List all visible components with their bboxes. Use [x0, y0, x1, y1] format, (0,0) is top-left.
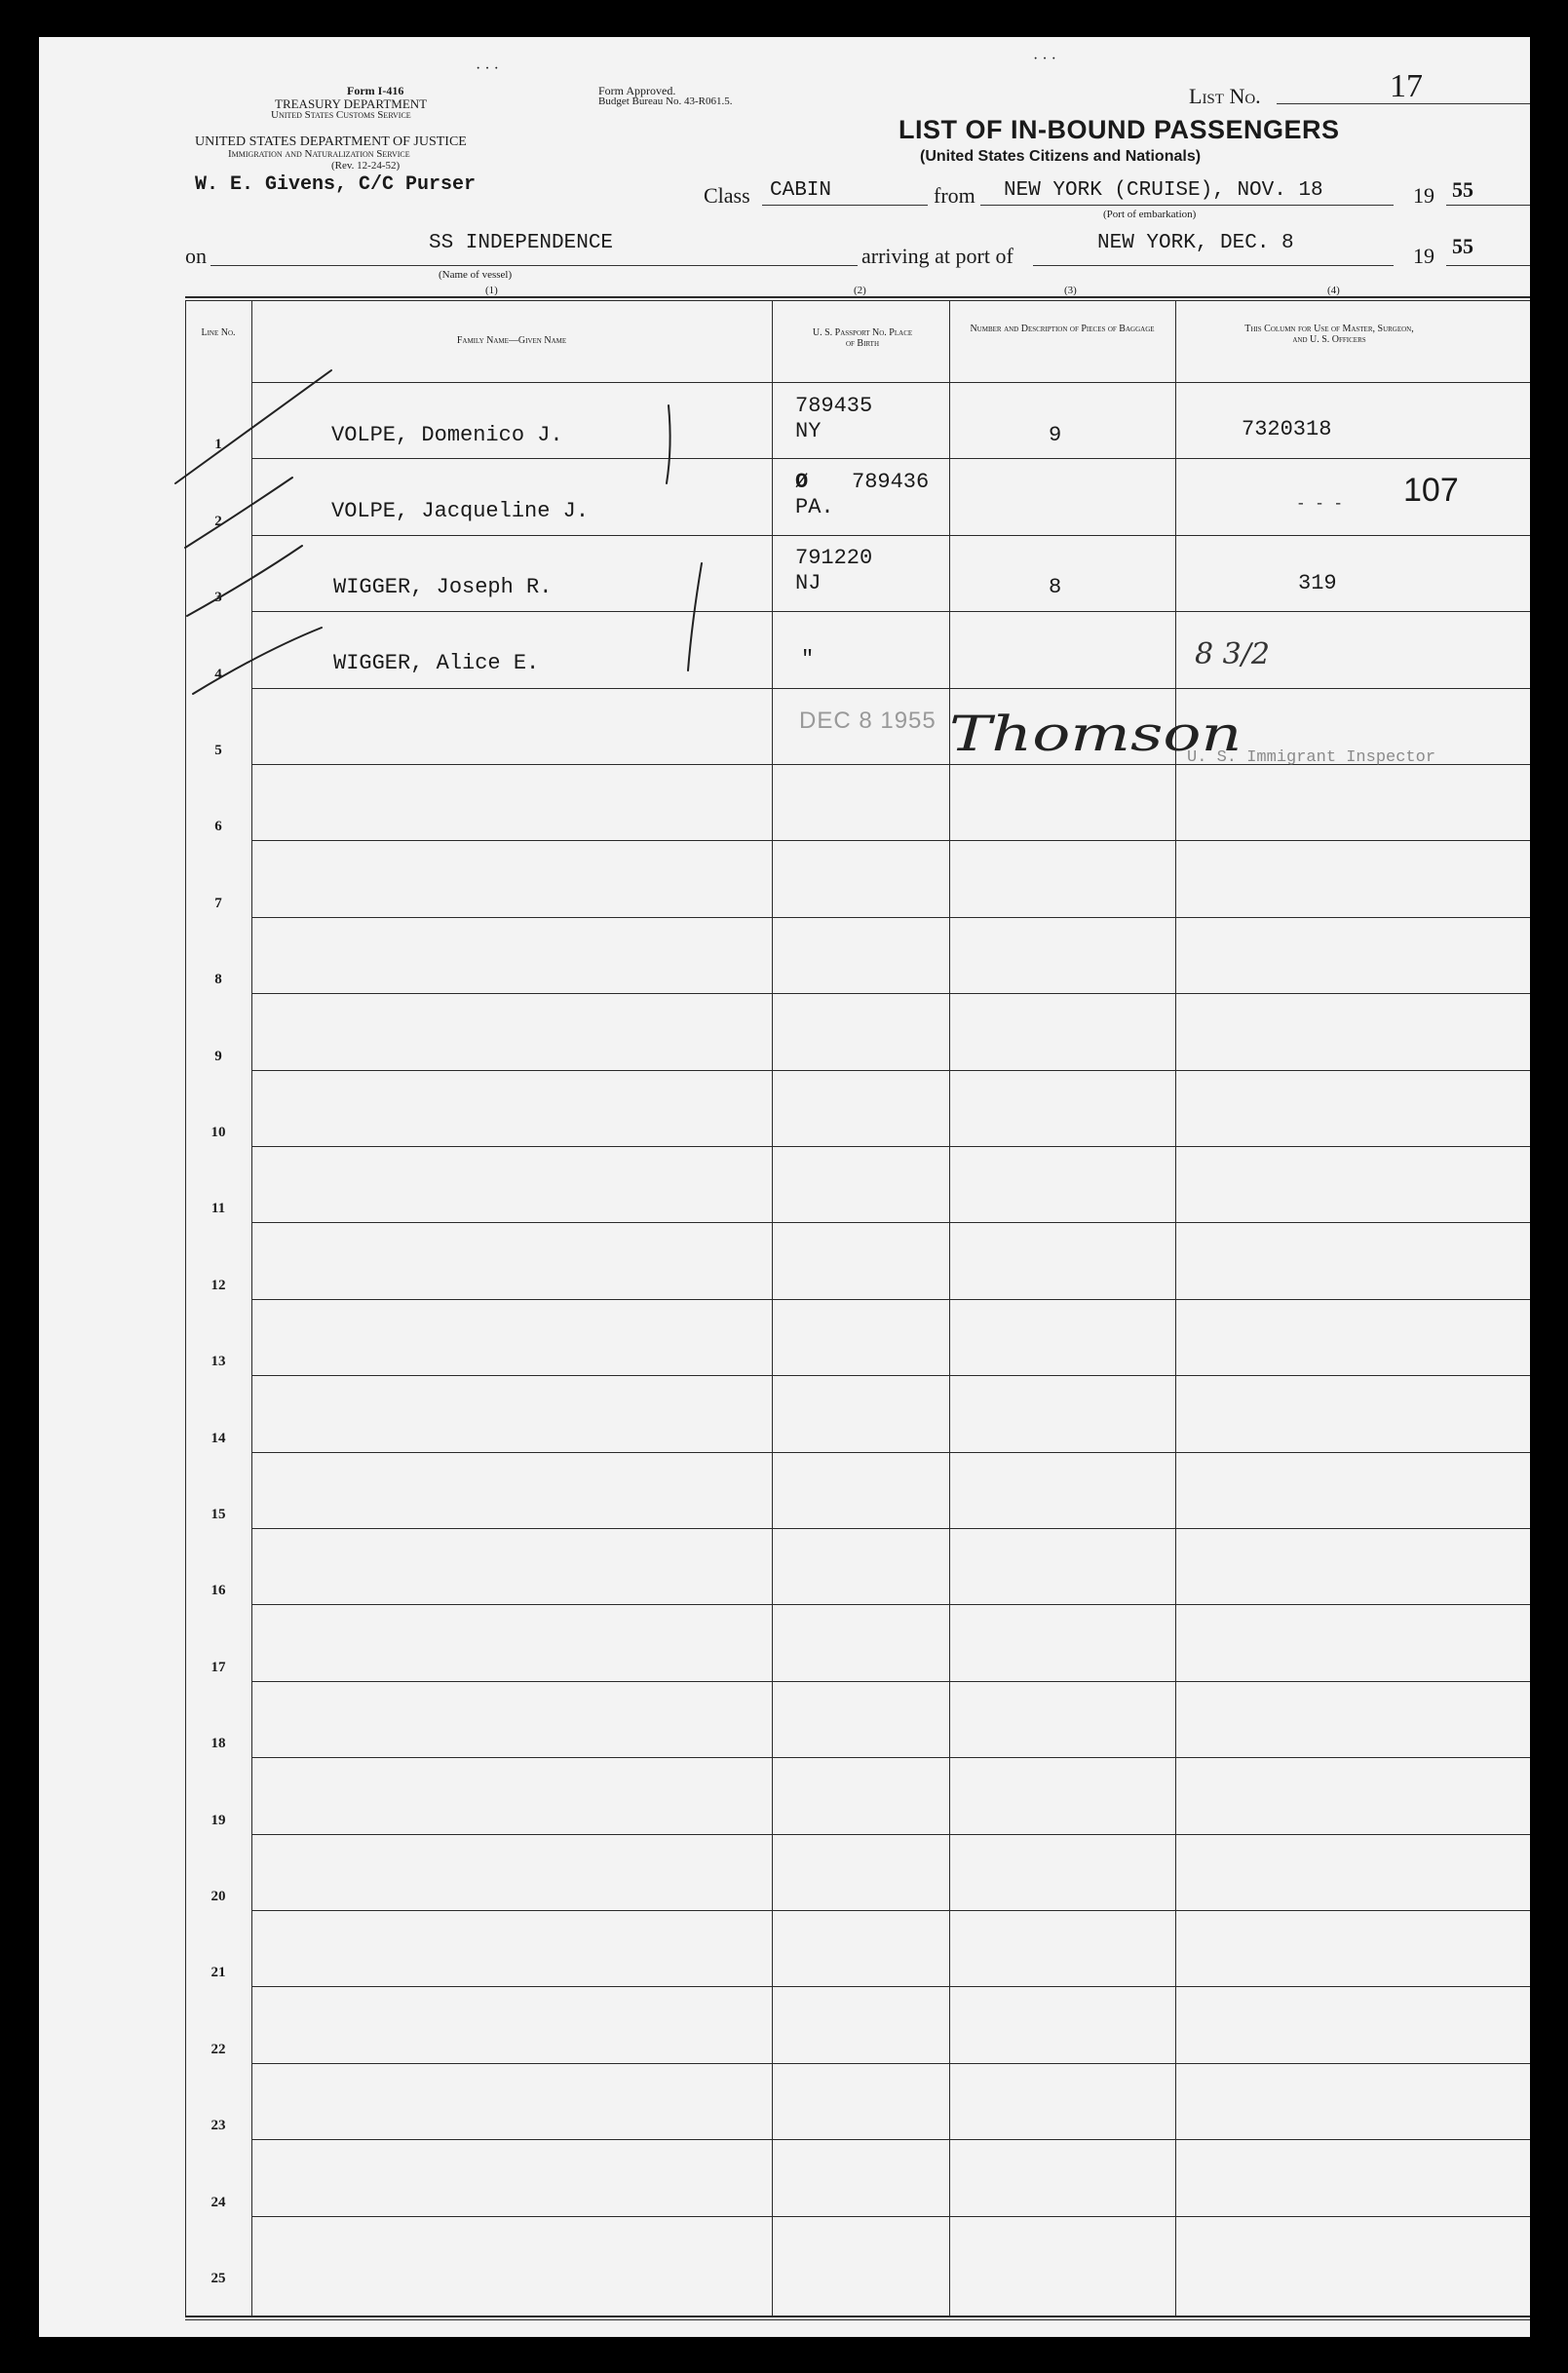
list-no-label: List No.: [1189, 84, 1261, 108]
row-rule: [251, 1834, 1530, 1835]
page-subtitle: (United States Citizens and Nationals): [920, 148, 1202, 165]
row-rule: [251, 458, 1530, 459]
table-top-border: [185, 300, 1530, 301]
customs-service: United States Customs Service: [271, 109, 411, 121]
class-label: Class: [704, 183, 750, 208]
col-num-2: (2): [854, 285, 866, 296]
line-number: 13: [210, 1354, 226, 1370]
row-rule: [251, 688, 1530, 689]
form-approved: Form Approved.: [598, 84, 676, 97]
arriving-label: arriving at port of: [861, 244, 1013, 268]
line-number: 20: [210, 1889, 226, 1904]
passenger-name: WIGGER, Joseph R.: [333, 575, 553, 599]
year-prefix-1: 19: [1413, 183, 1434, 208]
line-number: 10: [210, 1125, 226, 1140]
justice-dept: UNITED STATES DEPARTMENT OF JUSTICE: [195, 134, 467, 149]
row-rule: [251, 2139, 1530, 2140]
inspector-title: U. S. Immigrant Inspector: [1187, 748, 1436, 767]
header-name: Family Name—Given Name: [456, 335, 567, 346]
row-rule: [251, 1528, 1530, 1529]
column-divider: [185, 300, 186, 2317]
col-num-4: (4): [1327, 285, 1340, 296]
passport-number: 789435: [795, 394, 873, 418]
line-number: 24: [210, 2194, 226, 2210]
line-number: 11: [210, 1201, 226, 1217]
treasury-dept: TREASURY DEPARTMENT: [275, 96, 428, 111]
passenger-name: VOLPE, Domenico J.: [331, 423, 563, 447]
col-num-3: (3): [1064, 285, 1077, 296]
passport-number: 791220: [795, 546, 873, 570]
row-rule: [251, 2216, 1530, 2217]
header-officers: This Column for Use of Master, Surgeon, and U. S. Officers: [1244, 324, 1414, 345]
from-underline: [980, 205, 1394, 206]
header-baggage: Number and Description of Pieces of Baggage: [970, 324, 1155, 334]
line-number: 12: [210, 1277, 226, 1293]
embark-port: NEW YORK (CRUISE), NOV. 18: [1004, 179, 1323, 202]
line-number: 15: [210, 1507, 226, 1522]
class-underline: [762, 205, 928, 206]
column-divider: [772, 300, 773, 2317]
budget-bureau: Budget Bureau No. 43-R061.5.: [598, 96, 733, 107]
year2-underline: [1446, 265, 1530, 266]
line-number: 16: [210, 1583, 226, 1599]
port-embark-caption: (Port of embarkation): [1103, 209, 1197, 220]
officer-note: 7320318: [1242, 417, 1332, 441]
line-number: 3: [214, 590, 222, 606]
birthplace: NJ: [795, 571, 822, 595]
year-1: 55: [1452, 177, 1473, 202]
column-divider: [251, 300, 252, 2317]
header-passport: U. S. Passport No. Place of Birth: [812, 327, 913, 349]
passport-number: ": [801, 647, 815, 671]
passport-number: 789436: [852, 470, 930, 494]
list-no-value: 17: [1390, 68, 1423, 104]
passenger-name: WIGGER, Alice E.: [333, 651, 540, 675]
date-stamp: DEC 8 1955: [799, 708, 937, 734]
row-rule: [251, 1910, 1530, 1911]
year-2: 55: [1452, 234, 1473, 258]
line-number: 5: [214, 743, 222, 758]
row-rule: [251, 2063, 1530, 2064]
purser-name: W. E. Givens, C/C Purser: [195, 173, 477, 196]
column-divider: [949, 300, 950, 2317]
line-number: 14: [210, 1430, 226, 1446]
line-number: 4: [214, 666, 222, 682]
row-rule: [251, 611, 1530, 612]
year-prefix-2: 19: [1413, 244, 1434, 268]
header-rule: [251, 382, 1530, 383]
row-rule: [251, 1299, 1530, 1300]
row-rule: [251, 1452, 1530, 1453]
row-rule: [251, 1146, 1530, 1147]
line-number: 1: [214, 437, 222, 453]
line-number: 17: [210, 1659, 226, 1675]
page-title: LIST OF IN-BOUND PASSENGERS: [899, 115, 1340, 144]
vessel-caption: (Name of vessel): [439, 269, 513, 281]
line-number: 21: [210, 1965, 226, 1981]
officer-note: 319: [1298, 571, 1337, 595]
baggage-count: 8: [1049, 575, 1062, 599]
class-value: CABIN: [770, 179, 832, 202]
on-label: on: [185, 244, 207, 268]
form-number: Form I-416: [347, 84, 404, 97]
row-rule: [251, 1986, 1530, 1987]
line-number: 23: [210, 2118, 226, 2134]
arrival-port: NEW YORK, DEC. 8: [1097, 232, 1294, 254]
row-rule: [251, 917, 1530, 918]
line-number: 2: [214, 513, 222, 529]
table-bottom-border: [185, 2316, 1530, 2317]
vessel-underline: [210, 265, 858, 266]
row-rule: [251, 840, 1530, 841]
birthplace: PA.: [795, 495, 834, 519]
line-number: 19: [210, 1812, 226, 1828]
inspector-signature: Thomson: [949, 706, 1243, 762]
passport-struck: Ø: [795, 470, 809, 494]
top-mark: · · ·: [476, 60, 499, 77]
row-rule: [251, 1375, 1530, 1376]
officer-note: 8 3/2: [1195, 637, 1270, 671]
line-number: 18: [210, 1736, 226, 1752]
table-bottom-border: [185, 2319, 1530, 2320]
row-rule: [251, 1604, 1530, 1605]
year1-underline: [1446, 205, 1530, 206]
margin-note: 107: [1403, 472, 1459, 509]
line-number: 6: [214, 819, 222, 835]
manifest-page: [39, 37, 1530, 2337]
table-top-border: [185, 296, 1530, 298]
officer-note: - - -: [1296, 495, 1344, 513]
baggage-count: 9: [1049, 423, 1062, 447]
line-number: 25: [210, 2271, 226, 2286]
arrival-underline: [1033, 265, 1394, 266]
row-rule: [251, 993, 1530, 994]
line-number: 7: [214, 895, 222, 911]
line-number: 8: [214, 972, 222, 988]
row-rule: [251, 1222, 1530, 1223]
vessel-name: SS INDEPENDENCE: [429, 232, 614, 254]
from-label: from: [934, 183, 975, 208]
row-rule: [251, 1757, 1530, 1758]
birthplace: NY: [795, 419, 822, 443]
line-number: 9: [214, 1048, 222, 1064]
immigration-service: Immigration and Naturalization Service: [228, 148, 410, 160]
line-number: 22: [210, 2041, 226, 2057]
row-rule: [251, 1070, 1530, 1071]
row-rule: [251, 535, 1530, 536]
column-divider: [1175, 300, 1176, 2317]
header-line-no: Line No.: [201, 327, 236, 338]
passenger-name: VOLPE, Jacqueline J.: [331, 499, 590, 523]
revision-date: (Rev. 12-24-52): [331, 160, 401, 172]
top-mark: · · ·: [1033, 51, 1056, 67]
col-num-1: (1): [485, 285, 498, 296]
row-rule: [251, 1681, 1530, 1682]
